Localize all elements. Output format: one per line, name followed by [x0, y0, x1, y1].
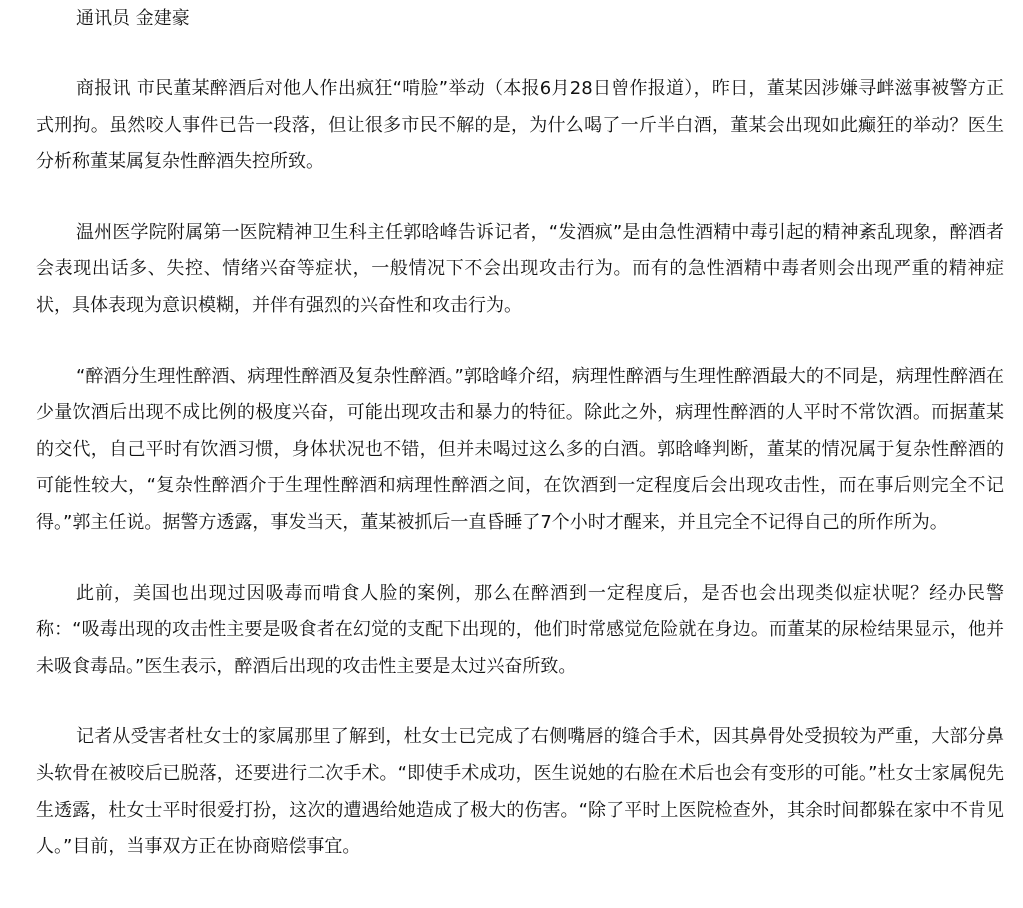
paragraph-5: 记者从受害者杜女士的家属那里了解到，杜女士已完成了右侧嘴唇的缝合手术，因其鼻骨处受损较为严重，大部分鼻头软骨在被咬后已脱落，还要进行二次手术。“即使手术成功，医生说她的右脸在术后也会有变形的可能。”杜女士家属倪先生透露，杜女士平时很爱打扮，这次的遭遇给她造成了极大的伤害。“除了平时上医院检查外，其余时间都躲在家中不肯见人。”目前，当事双方正在协商赔偿事宜。 — [36, 726, 1004, 858]
paragraph-1: 商报讯 市民董某醉酒后对他人作出疯狂“啃脸”举动（本报6月28日曾作报道），昨日，董某因涉嫌寻衅滋事被警方正式刑拘。虽然咬人事件已告一段落，但让很多市民不解的是，为什么喝了一斤半白酒，董某会出现如此癫狂的举动？医生分析称董某属复杂性醉酒失控所致。 — [36, 78, 1004, 173]
paragraph-4: 此前，美国也出现过因吸毒而啃食人脸的案例，那么在醉酒到一定程度后，是否也会出现类似症状呢？经办民警称：“吸毒出现的攻击性主要是吸食者在幻觉的支配下出现的，他们时常感觉危险就在身边。而董某的尿检结果显示，他并未吸食毒品。”医生表示，醉酒后出现的攻击性主要是太过兴奋所致。 — [36, 582, 1004, 677]
article-body — [36, 0, 1004, 866]
paragraph-2: 温州医学院附属第一医院精神卫生科主任郭晗峰告诉记者，“发酒疯”是由急性酒精中毒引起的精神紊乱现象，醉酒者会表现出话多、失控、情绪兴奋等症状，一般情况下不会出现攻击行为。而有的急性酒精中毒者则会出现严重的精神症状，具体表现为意识模糊，并伴有强烈的兴奋性和攻击行为。 — [36, 221, 1004, 316]
paragraph-3: “醉酒分生理性醉酒、病理性醉酒及复杂性醉酒。”郭晗峰介绍，病理性醉酒与生理性醉酒最大的不同是，病理性醉酒在少量饮酒后出现不成比例的极度兴奋，可能出现攻击和暴力的特征。除此之外，病理性醉酒的人平时不常饮酒。而据董某的交代，自己平时有饮酒习惯，身体状况也不错，但并未喝过这么多的白酒。郭晗峰判断，董某的情况属于复杂性醉酒的可能性较大，“复杂性醉酒介于生理性醉酒和病理性醉酒之间，在饮酒到一定程度后会出现攻击性，而在事后则完全不记得。”郭主任说。据警方透露，事发当天，董某被抓后一直昏睡了7个小时才醒来，并且完全不记得自己的所作所为。 — [36, 365, 1004, 533]
byline: 通讯员 金建豪 — [76, 8, 190, 29]
